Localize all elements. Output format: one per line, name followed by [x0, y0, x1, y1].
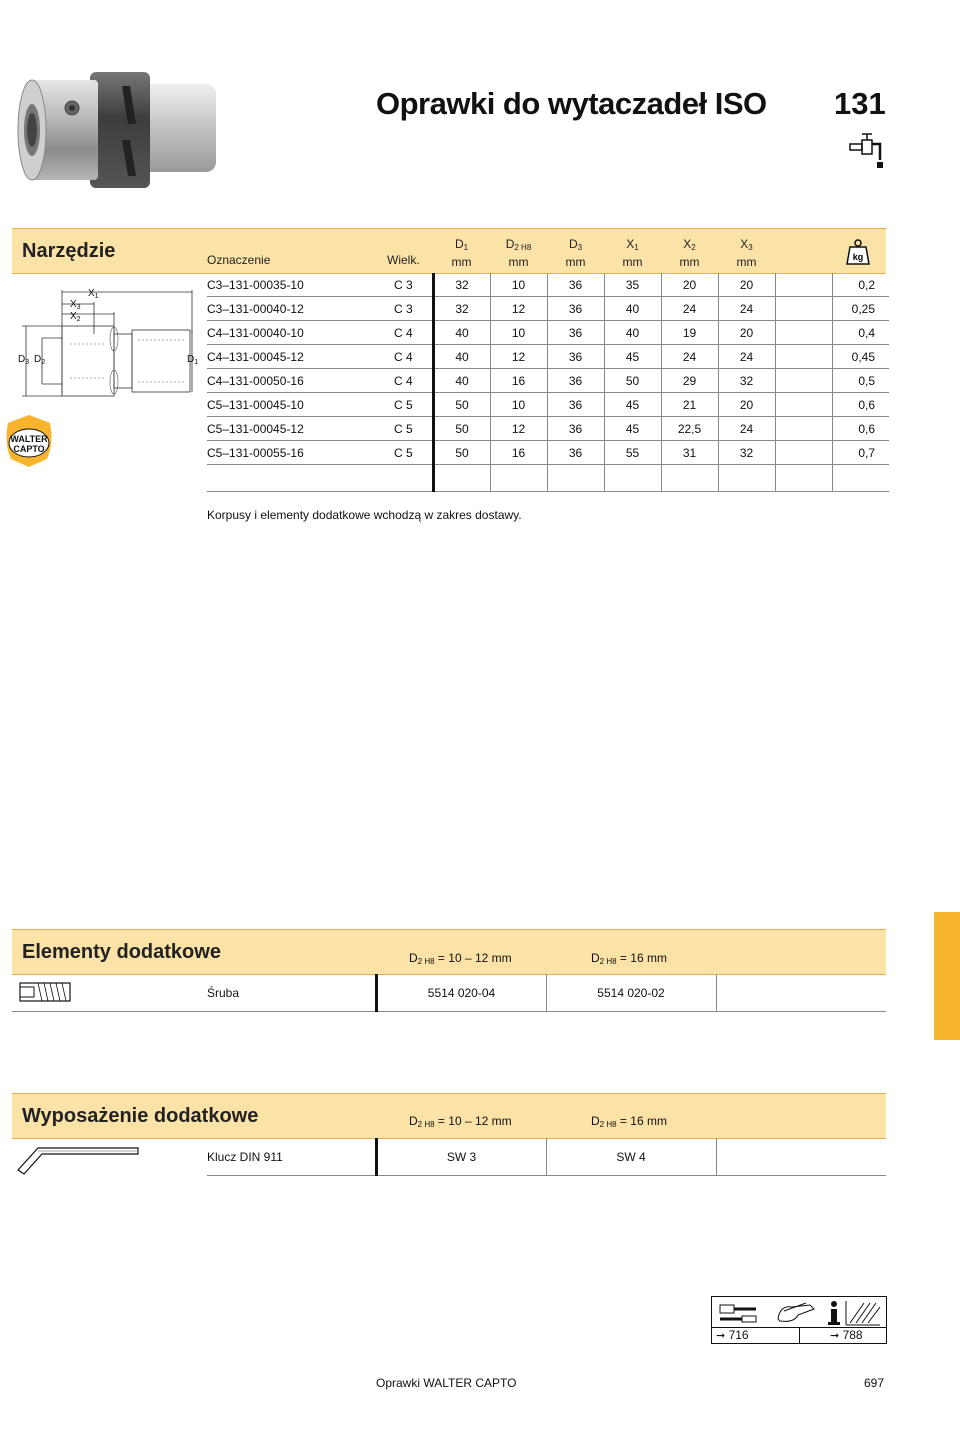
- cell-d3: 36: [547, 345, 604, 369]
- cell-kg: 0,4: [832, 321, 889, 345]
- hex-key-icon: [12, 1140, 144, 1176]
- equipment-table: [207, 1138, 886, 1176]
- cell-d3: 36: [547, 393, 604, 417]
- cell-d3: 36: [547, 297, 604, 321]
- equipment-col1-header: $D_{2 H8} = 10 - 12$ mm: [409, 1114, 512, 1129]
- ref-link-left[interactable]: ➞ 716: [716, 1328, 749, 1342]
- col-d1: $D_1$ mm: [451, 237, 472, 269]
- cell-size: C 3: [376, 273, 433, 297]
- wrench-ref-icon: [778, 1303, 814, 1321]
- cell-designation: C5–131-00055-16: [207, 441, 376, 465]
- ref-link-right[interactable]: ➞ 788: [830, 1328, 863, 1342]
- cell-d1: 32: [433, 273, 490, 297]
- cell-d2: 10: [490, 393, 547, 417]
- cell-x1: 35: [604, 273, 661, 297]
- cell-x2: 22,5: [661, 417, 718, 441]
- cell-x3: 24: [718, 417, 775, 441]
- cell-extra: [775, 441, 832, 465]
- cell-x3: 32: [718, 369, 775, 393]
- accessories-col2-header: $D_{2 H8} = 16$ mm: [591, 951, 667, 966]
- set-screw-icon: [16, 978, 76, 1006]
- logo-line2: CAPTO: [13, 444, 45, 454]
- cell-x2: 21: [661, 393, 718, 417]
- cell-d2: 16: [490, 441, 547, 465]
- tools-section-title: Narzędzie: [22, 240, 116, 262]
- cell-kg: 0,25: [832, 297, 889, 321]
- cell-d2: [490, 465, 547, 492]
- cell-x2: 24: [661, 345, 718, 369]
- cell-d3: 36: [547, 273, 604, 297]
- cell-x3: 20: [718, 273, 775, 297]
- weight-kg-label: kg: [852, 252, 864, 262]
- cell-x1: 50: [604, 369, 661, 393]
- equipment-section-title: Wyposażenie dodatkowe: [22, 1105, 259, 1127]
- col-designation: Oznaczenie: [207, 253, 271, 267]
- cell-extra: [775, 393, 832, 417]
- dim-x1: $X_1$: [88, 288, 99, 300]
- cell-kg: 0,2: [832, 273, 889, 297]
- cell-size: [376, 465, 433, 492]
- cell-size: C 5: [376, 417, 433, 441]
- logo-line1: WALTER: [10, 434, 48, 444]
- cell-x3: 24: [718, 297, 775, 321]
- col-x2: $X_2$ mm: [679, 237, 700, 269]
- cell-x3: 20: [718, 393, 775, 417]
- cell-kg: 0,7: [832, 441, 889, 465]
- cell-designation: C4–131-00040-10: [207, 321, 376, 345]
- table-row: [207, 393, 889, 417]
- cell-size: C 5: [376, 441, 433, 465]
- table-row: [207, 369, 889, 393]
- chapter-tab: [934, 912, 960, 1040]
- cell-extra: [775, 465, 832, 492]
- cell-x1: 40: [604, 297, 661, 321]
- cell-designation: C4–131-00045-12: [207, 345, 376, 369]
- cell-size: C 4: [376, 369, 433, 393]
- cell-d1: 40: [433, 321, 490, 345]
- equipment-empty: [716, 1138, 886, 1176]
- cell-d1: [433, 465, 490, 492]
- cell-d2: 16: [490, 369, 547, 393]
- cell-size: C 3: [376, 297, 433, 321]
- cell-designation: C5–131-00045-10: [207, 393, 376, 417]
- weight-kg-icon: [845, 238, 871, 266]
- cell-kg: 0,6: [832, 393, 889, 417]
- cell-d2: 10: [490, 273, 547, 297]
- cell-d2: 12: [490, 417, 547, 441]
- dim-x2: $X_2$: [70, 311, 81, 323]
- cell-d3: 36: [547, 321, 604, 345]
- accessory-item: Śruba: [207, 974, 376, 1012]
- cell-x1: 45: [604, 417, 661, 441]
- equipment-col2-header: $D_{2 H8} = 16$ mm: [591, 1114, 667, 1129]
- cell-d3: [547, 465, 604, 492]
- accessory-empty: [716, 974, 886, 1012]
- cell-designation: C5–131-00045-12: [207, 417, 376, 441]
- cell-size: C 5: [376, 393, 433, 417]
- cell-x1: [604, 465, 661, 492]
- cell-kg: [832, 465, 889, 492]
- equipment-val1: SW 3: [376, 1138, 546, 1176]
- boring-holder-image: [10, 66, 220, 192]
- cell-x3: 20: [718, 321, 775, 345]
- col-d2: $D_{2 H8}$ mm: [505, 237, 532, 269]
- cell-x1: 45: [604, 345, 661, 369]
- coolant-icon: [848, 132, 888, 170]
- dim-x3: $X_3$: [70, 299, 81, 311]
- cell-d1: 50: [433, 441, 490, 465]
- cell-x3: 32: [718, 441, 775, 465]
- footer-title: Oprawki WALTER CAPTO: [376, 1376, 517, 1390]
- table-row: [207, 345, 889, 369]
- page-title: Oprawki do wytaczadeł ISO: [376, 86, 767, 121]
- col-size: Wielk.: [387, 253, 420, 267]
- cell-d2: 12: [490, 297, 547, 321]
- cell-x2: 20: [661, 273, 718, 297]
- table-row: [207, 321, 889, 345]
- tools-note: Korpusy i elementy dodatkowe wchodzą w zakres dostawy.: [207, 508, 522, 522]
- cell-d3: 36: [547, 441, 604, 465]
- cell-x3: [718, 465, 775, 492]
- cell-x2: 24: [661, 297, 718, 321]
- page-number: 131: [834, 86, 886, 121]
- table-row: [207, 441, 889, 465]
- cell-designation: C3–131-00035-10: [207, 273, 376, 297]
- accessories-col1-header: $D_{2 H8} = 10 - 12$ mm: [409, 951, 512, 966]
- accessories-table: [207, 974, 886, 1012]
- dimension-drawing: [14, 284, 204, 402]
- cell-kg: 0,45: [832, 345, 889, 369]
- table-row: [207, 273, 889, 297]
- cell-extra: [775, 417, 832, 441]
- dim-d3: $D_3$: [18, 354, 30, 366]
- cell-x1: 55: [604, 441, 661, 465]
- cell-d1: 50: [433, 417, 490, 441]
- equipment-val2: SW 4: [546, 1138, 716, 1176]
- screw-ref-icon: [720, 1305, 756, 1322]
- cell-d1: 32: [433, 297, 490, 321]
- cell-d1: 50: [433, 393, 490, 417]
- cell-extra: [775, 345, 832, 369]
- cell-extra: [775, 273, 832, 297]
- accessories-section-title: Elementy dodatkowe: [22, 941, 221, 963]
- cell-d3: 36: [547, 369, 604, 393]
- cell-designation: C4–131-00050-16: [207, 369, 376, 393]
- cell-extra: [775, 321, 832, 345]
- info-ref-icon: [828, 1301, 840, 1325]
- cell-d1: 40: [433, 345, 490, 369]
- footer-page-number: 697: [864, 1376, 885, 1390]
- chart-ref-icon: [846, 1301, 880, 1325]
- cell-d3: 36: [547, 417, 604, 441]
- cell-x2: 31: [661, 441, 718, 465]
- cell-x2: 19: [661, 321, 718, 345]
- reference-box: [711, 1296, 887, 1344]
- dim-d1: $D_1$: [187, 354, 199, 366]
- cell-x1: 40: [604, 321, 661, 345]
- cell-kg: 0,6: [832, 417, 889, 441]
- col-d3: $D_3$ mm: [565, 237, 586, 269]
- cell-size: C 4: [376, 321, 433, 345]
- cell-d1: 40: [433, 369, 490, 393]
- cell-extra: [775, 297, 832, 321]
- cell-designation: [207, 465, 376, 492]
- col-x1: $X_1$ mm: [622, 237, 643, 269]
- tools-table: [207, 273, 889, 492]
- equipment-item: Klucz DIN 911: [207, 1138, 376, 1176]
- table-row-empty: [207, 465, 889, 492]
- cell-kg: 0,5: [832, 369, 889, 393]
- table-row: [207, 974, 886, 1012]
- walter-capto-logo: [4, 413, 54, 469]
- table-row: [207, 1138, 886, 1176]
- cell-size: C 4: [376, 345, 433, 369]
- divider: [12, 1011, 207, 1012]
- accessory-val1: 5514 020-04: [376, 974, 546, 1012]
- table-row: [207, 297, 889, 321]
- cell-x3: 24: [718, 345, 775, 369]
- cell-d2: 12: [490, 345, 547, 369]
- table-row: [207, 417, 889, 441]
- cell-extra: [775, 369, 832, 393]
- cell-x2: [661, 465, 718, 492]
- cell-designation: C3–131-00040-12: [207, 297, 376, 321]
- cell-d2: 10: [490, 321, 547, 345]
- accessory-val2: 5514 020-02: [546, 974, 716, 1012]
- cell-x2: 29: [661, 369, 718, 393]
- col-x3: $X_3$ mm: [736, 237, 757, 269]
- dim-d2: $D_2$: [34, 354, 46, 366]
- cell-x1: 45: [604, 393, 661, 417]
